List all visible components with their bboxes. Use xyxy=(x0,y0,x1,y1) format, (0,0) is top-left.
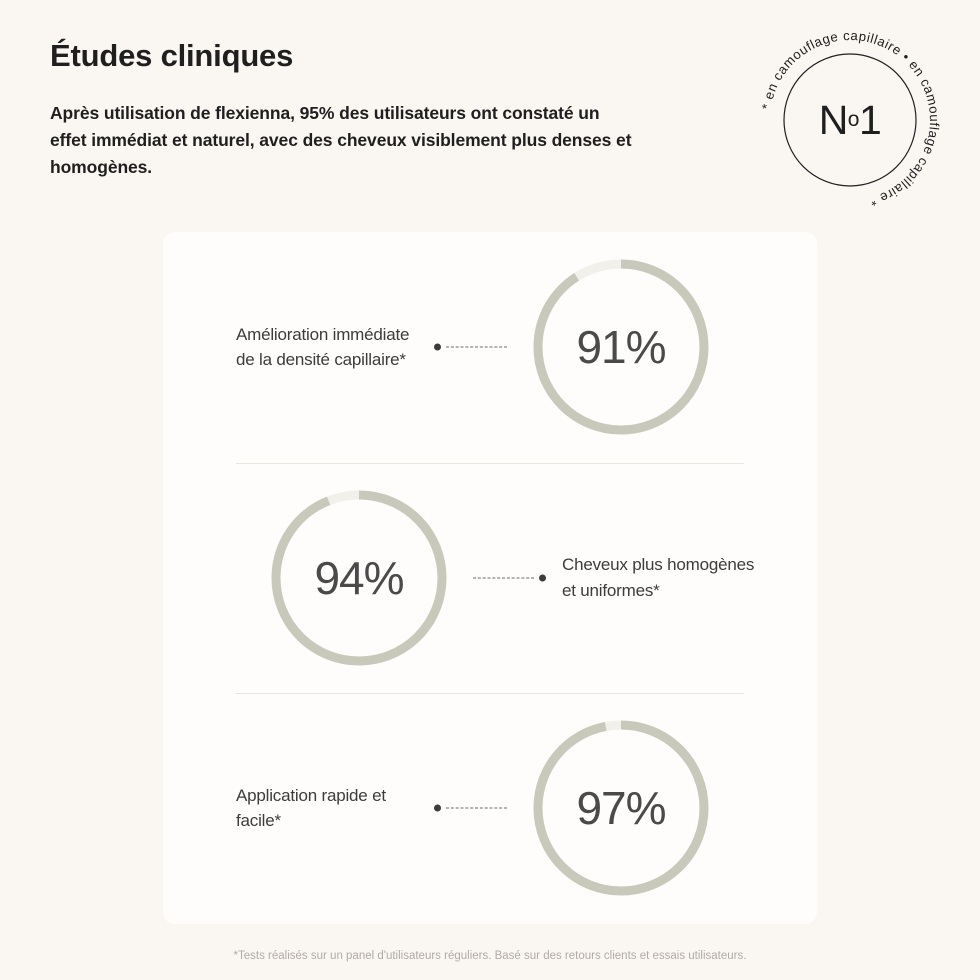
badge-number-one: 1 xyxy=(858,96,882,143)
badge-number: N o 1 xyxy=(818,96,882,143)
connector-dot-icon xyxy=(434,805,441,812)
connector-line xyxy=(424,341,529,353)
connector-line xyxy=(451,572,556,584)
connector-dashes-icon xyxy=(473,577,534,578)
page-title: Études cliniques xyxy=(50,38,294,73)
stat-value: 97% xyxy=(576,782,666,835)
stat-label: Cheveux plus homogènes et uniformes* xyxy=(562,555,755,600)
stats-card xyxy=(163,232,817,924)
stat-label: Amélioration immédiate de la densité capillaire* xyxy=(236,324,410,370)
badge-number-n: N xyxy=(818,96,848,143)
stat-row xyxy=(163,463,817,694)
donut-chart xyxy=(267,486,451,670)
connector-dashes-icon xyxy=(446,347,507,348)
badge-ring-text: * en camouflage capillaire • en camouflage capillaire * xyxy=(758,28,942,210)
connector-dot-icon xyxy=(434,344,441,351)
stat-label: Application rapide et facile* xyxy=(236,785,386,831)
connector-line xyxy=(424,802,529,814)
stat-row xyxy=(163,693,817,924)
connector-dashes-icon xyxy=(446,808,507,809)
connector-dot-icon xyxy=(539,574,546,581)
page-subtitle: Après utilisation de flexienna, 95% des utilisateurs ont constaté un effet immédiat et naturel, avec des cheveux visiblement plus denses et homogènes. xyxy=(50,103,632,178)
stat-value: 94% xyxy=(314,551,404,604)
donut-chart xyxy=(529,255,713,439)
header xyxy=(50,38,670,181)
footnote: *Tests réalisés sur un panel d'utilisateurs réguliers. Basé sur des retours clients et essais utilisateurs. xyxy=(233,950,747,963)
stat-value: 91% xyxy=(576,321,666,374)
stat-row xyxy=(163,232,817,463)
donut-chart xyxy=(529,716,713,900)
number-one-badge xyxy=(758,28,942,212)
